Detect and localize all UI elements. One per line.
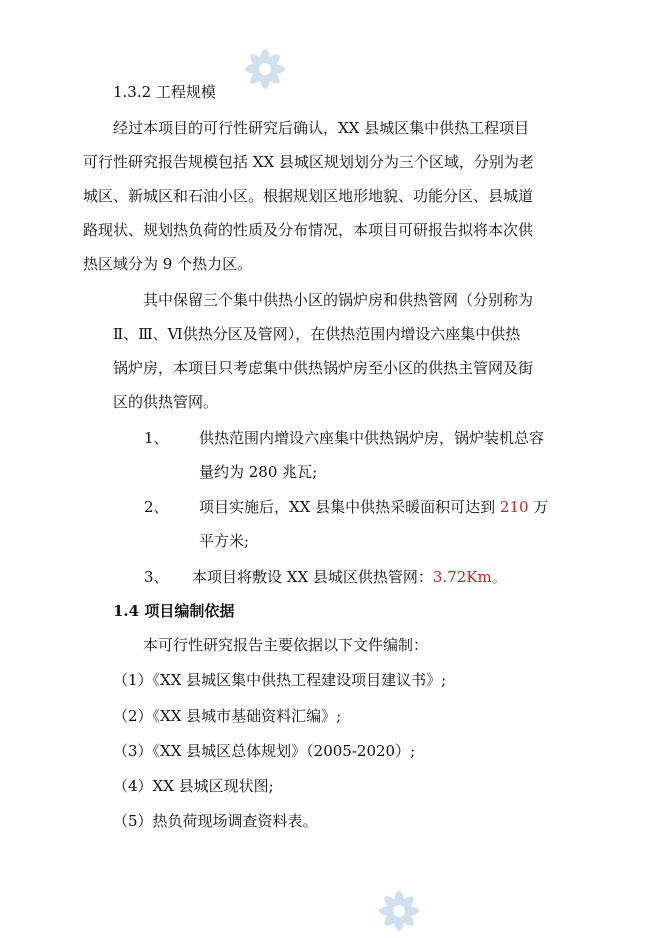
paragraph-line: 其中保留三个集中供热小区的锅炉房和供热管网（分别称为 — [143, 291, 534, 309]
list-item-text-part: 项目实施后，XX 县集中供热采暖面积可达到 — [199, 498, 500, 516]
list-item-number: 1、 — [144, 429, 169, 447]
list-item-text-part: 万 — [528, 498, 549, 516]
section-heading-1-4: 1.4 项目编制依据 — [113, 602, 235, 620]
paragraph-line: 热区域分为 9 个热力区。 — [83, 255, 253, 273]
watermark-logo-icon — [372, 884, 426, 938]
list-item-number: 2、 — [144, 498, 169, 516]
section-heading-1-3-2: 1.3.2 工程规模 — [113, 83, 216, 101]
reference-item: （2）《XX 县城市基础资料汇编》; — [113, 707, 342, 725]
heating-area-value: 210 — [499, 498, 529, 516]
paragraph-line: 城区、新城区和石油小区。根据规划区地形地貌、功能分区、县城道 — [83, 187, 534, 205]
paragraph-line: Ⅱ、Ⅲ、Ⅵ供热分区及管网），在供热范围内增设六座集中供热 — [113, 325, 521, 343]
list-item-text: 供热范围内增设六座集中供热锅炉房，锅炉装机总容 — [199, 429, 545, 447]
paragraph-line: 区的供热管网。 — [113, 393, 219, 411]
reference-item: （4）XX 县城区现状图; — [113, 777, 274, 795]
list-item-text: 平方米; — [199, 532, 250, 550]
paragraph-line: 经过本项目的可行性研究后确认，XX 县城区集中供热工程项目 — [113, 119, 530, 137]
reference-item: （1）《XX 县城区集中供热工程建设项目建议书》; — [113, 671, 447, 689]
paragraph-line: 锅炉房，本项目只考虑集中供热锅炉房至小区的供热主管网及街 — [113, 359, 534, 377]
reference-item: （3）《XX 县城区总体规划》（2005-2020）; — [113, 742, 416, 760]
paragraph-line: 路现状、规划热负荷的性质及分布情况，本项目可研报告拟将本次供 — [83, 221, 534, 239]
list-item-text — [192, 567, 507, 587]
list-item-number: 3、 — [144, 568, 169, 586]
list-item-text-part: 本项目将敷设 XX 县城区供热管网： — [192, 568, 433, 586]
reference-item: （5）热负荷现场调查资料表。 — [113, 812, 318, 830]
list-item-text: 量约为 280 兆瓦; — [199, 463, 318, 481]
paragraph-line: 可行性研究报告规模包括 XX 县城区规划划分为三个区域，分别为老 — [83, 153, 534, 171]
paragraph-line: 本可行性研究报告主要依据以下文件编制： — [143, 636, 429, 654]
list-item-text — [199, 497, 548, 517]
pipe-length-value: 3.72Km。 — [432, 568, 507, 586]
watermark-logo-icon — [238, 42, 292, 96]
